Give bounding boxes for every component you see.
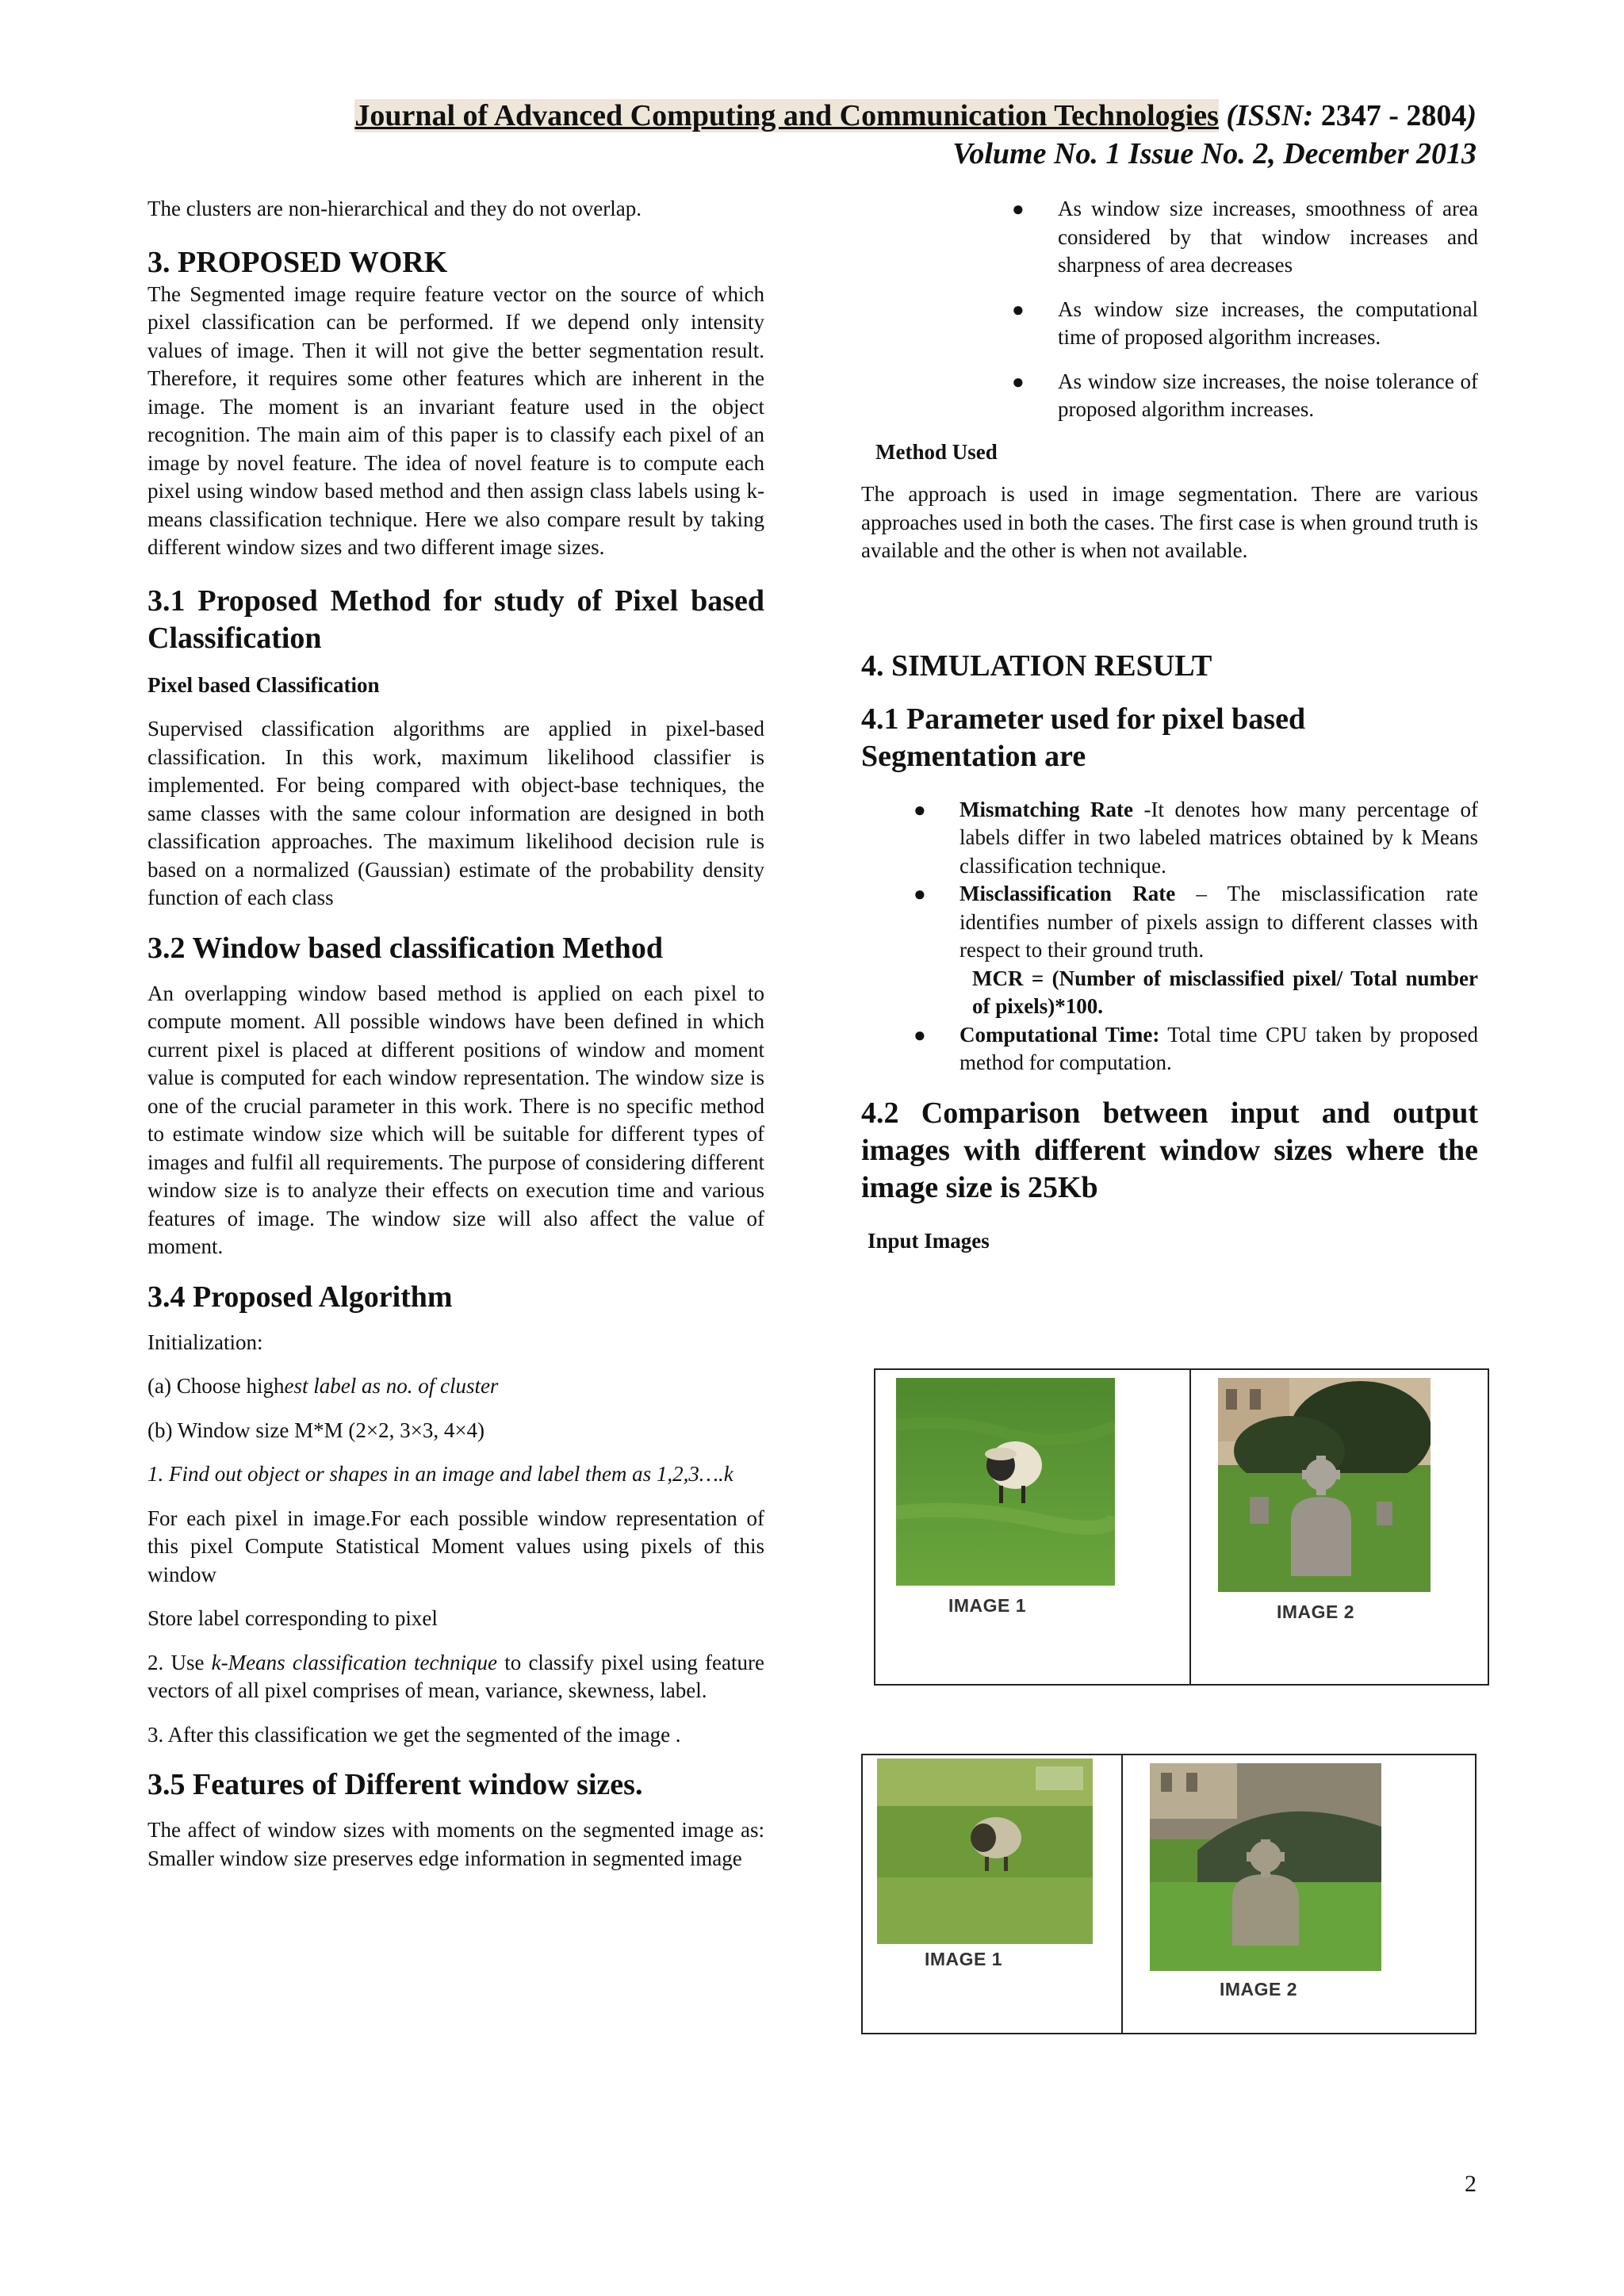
bullet-item [1012,195,1478,280]
bullet-icon: ● [1012,369,1025,393]
issn-label: (ISSN: [1226,99,1314,132]
section-4-title: 4. SIMULATION RESULT [861,649,1212,683]
page-number: 2 [1465,2171,1477,2197]
bullet-icon: ● [1012,297,1025,321]
bullet-text: As window size increases, smoothness of area considered by that window increases and sharpness of area decreases [1058,197,1478,277]
figure-1-caption-2: IMAGE 2 [1277,1601,1355,1622]
parameter-list [914,796,1478,1077]
section-3-title: 3. PROPOSED WORK [147,245,448,279]
figure-divider [1189,1370,1191,1684]
step-2-pre: 2. Use [147,1650,212,1674]
section-3-1-body: Supervised classification algorithms are applied in pixel-based classification. In this work, maximum likelihood classifier is implemented. For being compared with object-base techniques, the same classes with the same colour information are designed in both classification approaches. The maximum likelihood decision rule is based on a normalized (Gaussian) estimate of the probability density function of each class [147,717,764,909]
figure-2-caption-2: IMAGE 2 [1220,1979,1298,1999]
step-2-italic: k-Means classification technique [211,1650,498,1674]
section-3-1-title: 3.1 Proposed Method for study of Pixel based Classification [147,584,764,655]
section-4-1-title: 4.1 Parameter used for pixel based Segmentation are [861,702,1306,773]
section-3-5-body: The affect of window sizes with moments on the segmented image as: Smaller window size preserves edge information in segmented image [147,1818,764,1870]
figure-divider [1121,1755,1123,2033]
bullet-item [1012,368,1478,424]
bullet-icon: ● [1012,197,1025,220]
algorithm-foreach: For each pixel in image.For each possible window representation of this pixel Compute Statistical Moment values using pixels of this window [147,1506,764,1586]
param-term: Computational Time: [959,1022,1160,1047]
algorithm-step-3: 3. After this classification we get the segmented of the image . [147,1722,681,1747]
section-3-5-title: 3.5 Features of Different window sizes. [147,1768,643,1801]
step-a-text: (a) Choose high [147,1374,285,1398]
param-item [914,880,1478,965]
bullet-text: As window size increases, the noise tolerance of proposed algorithm increases. [1058,369,1478,421]
section-3-2-title: 3.2 Window based classification Method [147,931,663,965]
section-3-4-title: 3.4 Proposed Algorithm [147,1280,453,1314]
journal-title: Journal of Advanced Computing and Communication Technologies [354,99,1219,132]
algorithm-init: Initialization: [147,1330,263,1354]
algorithm-step-1: 1. Find out object or shapes in an image and label them as 1,2,3….k [147,1462,733,1486]
section-3-2-body: An overlapping window based method is applied on each pixel to compute moment. All possible windows have been defined in which current pixel is placed at different positions of window and moment value is computed for each window representation. The window size is one of the crucial parameter in this work. There is no specific method to estimate window size which will be suitable for different types of images and fulfil all requirements. The purpose of considering different window size is to analyze their effects on execution time and various features of image. The window size will also affect the value of moment. [147,981,764,1258]
algorithm-step-b: (b) Window size M*M (2×2, 3×3, 4×4) [147,1418,485,1442]
param-desc: -It denotes how many percentage of labels differ in two labeled matrices obtained by k Means classification technique. [959,797,1478,878]
figure-2-caption-1: IMAGE 1 [925,1949,1003,1969]
figure-1-caption-1: IMAGE 1 [948,1595,1027,1616]
issn-close: ) [1466,99,1477,132]
input-images-label: Input Images [868,1228,990,1253]
sheep-photo [896,1378,1115,1586]
intro-text: The clusters are non-hierarchical and they do not overlap. [147,197,642,220]
param-item [914,796,1478,881]
section-3-body: The Segmented image require feature vector on the source of which pixel classification can be performed. If we depend only intensity values of image. Then it will not give the better segmentation result. Therefore, it requires some other features which are inherent in the image. The moment is an invariant feature used in the object recognition. The main aim of this paper is to classify each pixel of an image by novel feature. The idea of novel feature is to compute each pixel using window based method and then assign class labels using k-means classification technique. Here we also compare result by taking different window sizes and two different image sizes. [147,281,764,559]
right-column [861,195,1478,1255]
section-3-1-subtitle: Pixel based Classification [147,672,380,697]
bullet-icon: ● [914,798,926,821]
left-column [147,195,764,1873]
section-4-2-title: 4.2 Comparison between input and output images with different window sizes where the image size is 25Kb [861,1096,1478,1204]
issn-number: 2347 - 2804 [1313,99,1467,132]
method-used-title: Method Used [875,439,998,464]
segmented-gravestone-photo [1150,1763,1381,1971]
param-desc: Total time CPU taken by proposed method for computation. [959,1022,1478,1074]
window-size-bullets [1012,195,1478,424]
algorithm-step-a [147,1372,764,1401]
param-term: Mismatching Rate [959,797,1133,821]
bullet-text: As window size increases, the computational time of proposed algorithm increases. [1058,297,1478,349]
mcr-formula: MCR = (Number of misclassified pixel/ Total number of pixels)*100. [972,966,1478,1018]
segmented-sheep-photo [877,1758,1093,1944]
output-images-figure [861,1754,1477,2034]
bullet-icon: ● [914,1023,926,1047]
input-images-figure [874,1368,1489,1686]
step-a-italic: est label as no. of cluster [284,1374,499,1398]
bullet-icon: ● [914,882,926,905]
algorithm-store: Store label corresponding to pixel [147,1606,438,1630]
volume-line: Volume No. 1 Issue No. 2, December 2013 [952,137,1477,170]
param-item [914,1021,1478,1077]
bullet-item [1012,296,1478,352]
param-desc: – The misclassification rate identifies number of pixels assign to different classes with respect to their ground truth. [959,882,1478,962]
step-2-post: to classify pixel using feature vectors of all pixel comprises of mean, variance, skewness, label. [147,1650,764,1702]
algorithm-step-2 [147,1649,764,1705]
gravestone-photo [1218,1378,1431,1592]
journal-header [354,98,1477,133]
param-term: Misclassification Rate [959,882,1176,905]
method-used-body: The approach is used in image segmentation. There are various approaches used in both the cases. The first case is when ground truth is available and the other is when not available. [861,482,1478,562]
